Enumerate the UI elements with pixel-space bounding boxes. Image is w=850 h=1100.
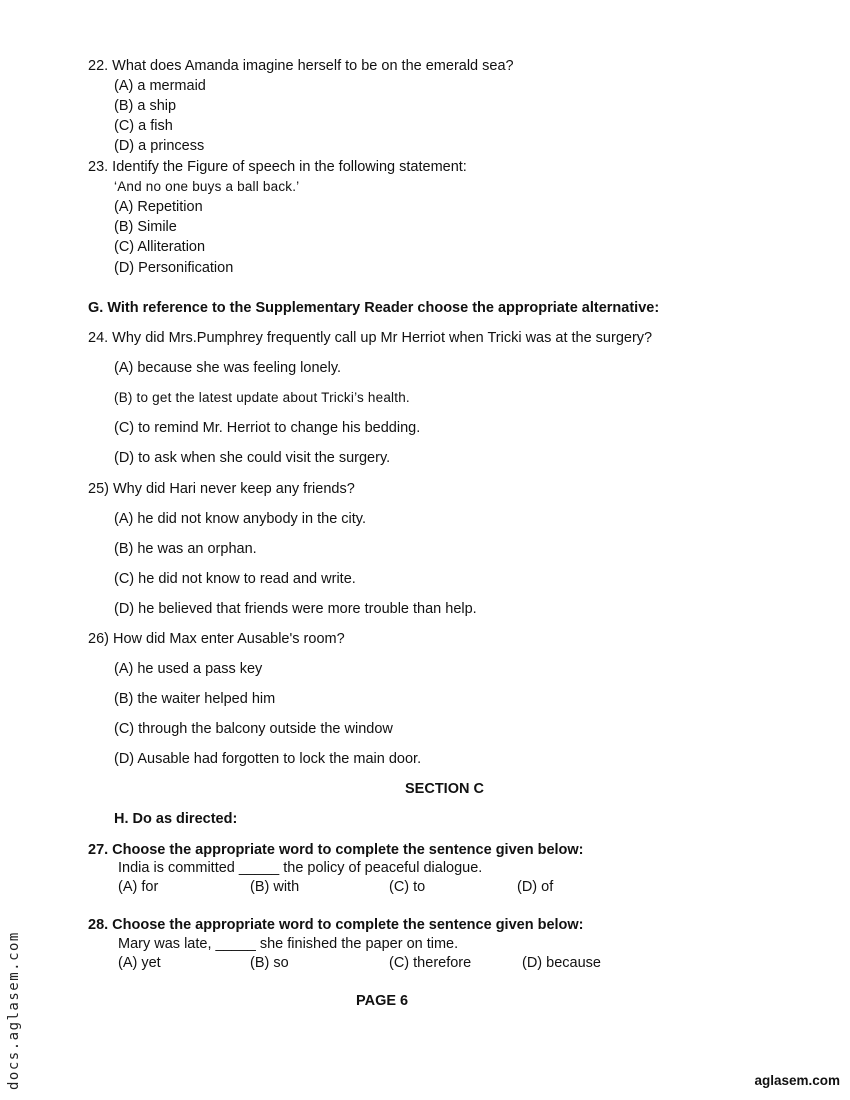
sentence-27: India is committed _____ the policy of peaceful dialogue. (118, 860, 483, 876)
option-26-b: (B) the waiter helped him (114, 691, 276, 707)
option-24-d: (D) to ask when she could visit the surgery. (114, 450, 391, 466)
option-23-d: (D) Personification (114, 260, 234, 276)
option-22-b: (B) a ship (114, 98, 177, 114)
option-27-b: (B) with (250, 879, 300, 895)
option-27-d: (D) of (517, 879, 554, 895)
option-27-c: (C) to (389, 879, 426, 895)
option-23-b: (B) Simile (114, 219, 177, 235)
section-g-heading: G. With reference to the Supplementary Reader choose the appropriate alternative: (88, 300, 660, 316)
question-25: 25) Why did Hari never keep any friends? (88, 481, 355, 497)
brand-label[interactable]: aglasem.com (754, 1073, 840, 1088)
option-25-c: (C) he did not know to read and write. (114, 571, 356, 587)
option-26-d: (D) Ausable had forgotten to lock the main door. (114, 751, 422, 767)
option-23-c: (C) Alliteration (114, 239, 206, 255)
question-23: 23. Identify the Figure of speech in the following statement: (88, 159, 467, 175)
option-22-a: (A) a mermaid (114, 78, 206, 94)
option-26-c: (C) through the balcony outside the window (114, 721, 393, 737)
option-27-a: (A) for (118, 879, 159, 895)
option-22-d: (D) a princess (114, 138, 205, 154)
option-25-a: (A) he did not know anybody in the city. (114, 511, 367, 527)
question-24: 24. Why did Mrs.Pumphrey frequently call up Mr Herriot when Tricki was at the surgery? (88, 330, 653, 346)
option-28-c: (C) therefore (389, 955, 472, 971)
section-h-heading: H. Do as directed: (114, 811, 238, 827)
option-24-a: (A) because she was feeling lonely. (114, 360, 342, 376)
question-27: 27. Choose the appropriate word to complete the sentence given below: (88, 842, 584, 858)
option-23-a: (A) Repetition (114, 199, 203, 215)
option-25-b: (B) he was an orphan. (114, 541, 257, 557)
section-c-heading: SECTION C (405, 781, 484, 797)
sentence-28: Mary was late, _____ she finished the paper on time. (118, 936, 459, 952)
question-28: 28. Choose the appropriate word to complete the sentence given below: (88, 917, 584, 933)
option-24-c: (C) to remind Mr. Herriot to change his bedding. (114, 420, 421, 436)
option-28-b: (B) so (250, 955, 289, 971)
page-number: PAGE 6 (356, 993, 409, 1009)
watermark: docs.aglasem.com (6, 931, 22, 1090)
option-25-d: (D) he believed that friends were more trouble than help. (114, 601, 477, 617)
question-26: 26) How did Max enter Ausable's room? (88, 631, 345, 647)
question-22: 22. What does Amanda imagine herself to be on the emerald sea? (88, 58, 514, 74)
option-28-d: (D) because (522, 955, 601, 971)
option-26-a: (A) he used a pass key (114, 661, 263, 677)
option-22-c: (C) a fish (114, 118, 173, 134)
option-28-a: (A) yet (118, 955, 161, 971)
quote-23: ‘And no one buys a ball back.’ (114, 179, 300, 194)
option-24-b: (B) to get the latest update about Tricki’s health. (114, 390, 410, 405)
